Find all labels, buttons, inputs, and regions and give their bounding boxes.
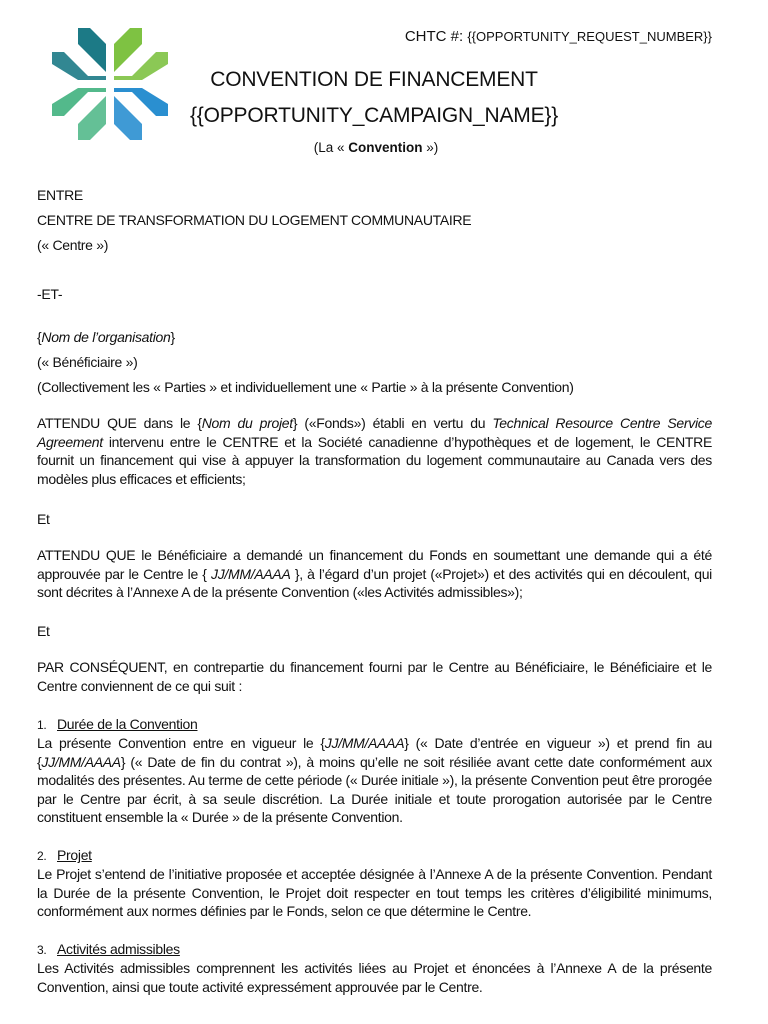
beneficiaire-alias: (« Bénéficiaire »)	[37, 354, 138, 370]
logo-petal-teal	[78, 28, 106, 72]
centre-alias: (« Centre »)	[37, 237, 109, 253]
section-3-number: 3.	[37, 943, 47, 957]
section-3-title: Activités admissibles	[57, 941, 180, 957]
et-separator: -ET-	[37, 286, 63, 302]
chtc-number	[405, 28, 712, 45]
recital-paragraph-1	[37, 414, 712, 488]
et-separator-2: Et	[37, 623, 50, 639]
section-2-heading	[37, 846, 712, 866]
section-2-number: 2.	[37, 849, 47, 863]
org-close: }	[170, 329, 175, 345]
chtc-label: CHTC #:	[404, 28, 468, 45]
recital-2-text-c: }, à l’égard d’un projet («Projet») et des activités qui en découlent, qui sont décrites à l’Annexe A de la présente Convention («les Activités admissibles»);	[37, 565, 712, 600]
subtitle-pre: (La «	[313, 140, 349, 155]
recital-1-text-a: ATTENDU QUE dans le {	[37, 415, 202, 431]
recital-paragraph-2	[37, 546, 712, 602]
entre-label: ENTRE	[37, 187, 83, 203]
section-1-text-a: La présente Convention entre en vigueur le {	[37, 735, 325, 751]
centre-name: CENTRE DE TRANSFORMATION DU LOGEMENT COMMUNAUTAIRE	[37, 212, 472, 228]
recital-2-date-placeholder: JJ/MM/AAAA	[211, 565, 291, 582]
section-1-text-e: } (« Date de fin du contrat »), à moins qu’elle ne soit résiliée avant cette date conformément aux modalités des présentes. Au terme de cette période (« Durée initiale »), la présente Convention peut être prorogée par le Centre par écrit, à sa seule discrétion. La Durée initiale et toute prorogation autorisée par le Centre constituent ensemble la « Durée » de la présente Convention.	[37, 753, 712, 825]
section-1-start-date-placeholder: JJ/MM/AAAA	[324, 735, 405, 751]
organisation-name	[37, 328, 712, 347]
section-3-body: Les Activités admissibles comprennent les activités liées au Projet et énoncées à l’Annexe A de la présente Convention, ainsi que toute activité expressément approuvée par le Centre.	[37, 960, 712, 995]
request-number: {{OPPORTUNITY_REQUEST_NUMBER}}	[467, 29, 712, 44]
section-2-title: Projet	[57, 847, 92, 863]
subtitle-post: »)	[422, 140, 439, 155]
section-1-number: 1.	[37, 718, 47, 732]
recital-1-text-e: intervenu entre le CENTRE et la Société canadienne d’hypothèques et de logement, le CENTRE fournit un financement qui vise à appuyer la transformation du logement communautaire au Canada vers des modèles plus efficaces et efficients;	[37, 433, 712, 487]
section-2-body: Le Projet s’entend de l’initiative proposée et acceptée désignée à l’Annexe A de la présente Convention. Pendant la Durée de la présente Convention, le Projet doit respecter en tout temps les critères d’éligibilité minimums, conformément aux normes définies par le Fonds, selon ce que détermine le Centre.	[37, 866, 712, 919]
subtitle-bold: Convention	[348, 140, 423, 155]
parties-collective: (Collectivement les « Parties » et individuellement une « Partie » à la présente Convention)	[37, 379, 574, 395]
et-separator-1: Et	[37, 511, 50, 527]
document-subtitle	[0, 140, 760, 155]
section-1-end-date-placeholder: JJ/MM/AAAA	[41, 753, 121, 770]
org-open: {	[37, 329, 42, 345]
recital-2-text-a: ATTENDU QUE le Bénéficiaire a demandé un financement du Fonds en soumettant une demande qui a été approuvée par le Centre le {	[37, 547, 712, 582]
campaign-name: {{OPPORTUNITY_CAMPAIGN_NAME}}	[189, 104, 559, 127]
document-title: CONVENTION DE FINANCEMENT	[210, 68, 538, 91]
section-1-body	[37, 734, 712, 827]
recital-1-text-c: } («Fonds») établi en vertu du	[292, 415, 493, 431]
section-1-text-c: } (« Date d’entrée en vigueur ») et prend fin au {	[37, 735, 712, 770]
logo-petal-green	[114, 28, 142, 72]
section-1-title: Durée de la Convention	[57, 716, 198, 732]
recital-1-project-placeholder: Nom du projet	[201, 415, 293, 431]
section-1-heading	[37, 715, 712, 735]
recital-paragraph-3: PAR CONSÉQUENT, en contrepartie du financement fourni par le Centre au Bénéficiaire, le Bénéficiaire et le Centre conviennent de ce qui suit :	[37, 659, 712, 694]
recital-1-agreement-name: Technical Resource Centre Service Agreement	[37, 415, 712, 450]
org-placeholder: Nom de l’organisation	[41, 329, 171, 345]
section-3-heading	[37, 940, 712, 960]
